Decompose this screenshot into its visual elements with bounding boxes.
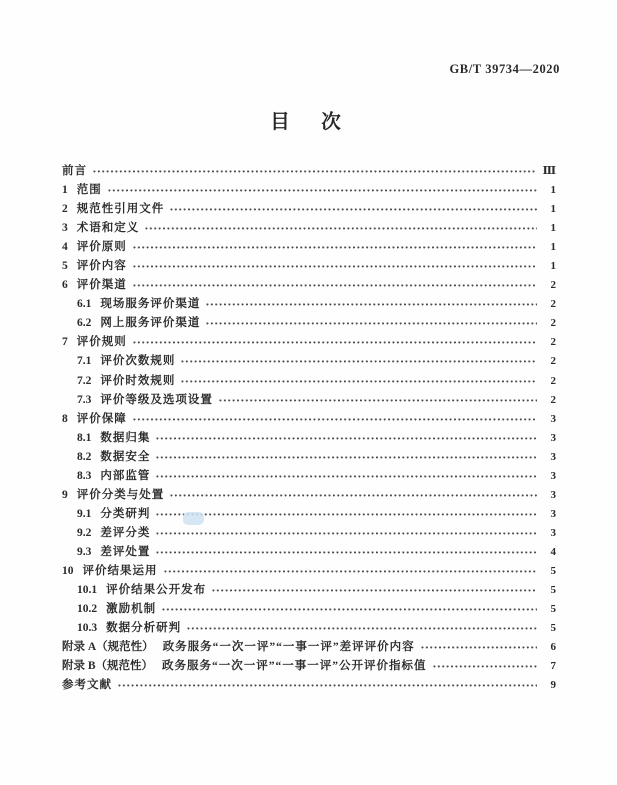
toc-entry <box>62 238 556 257</box>
scan-artifact-smudge <box>183 512 204 525</box>
toc-entry-label: 差评处置 <box>100 545 151 558</box>
toc-entry-page: 1 <box>550 203 556 216</box>
standard-code: GB/T 39734—2020 <box>449 62 560 76</box>
toc-entry <box>62 619 556 638</box>
toc-entry-page: 2 <box>550 355 556 368</box>
toc-entry-page: 1 <box>550 260 556 273</box>
toc-entry-label: 参考文献 <box>62 679 112 692</box>
toc-leader-dots-icon <box>156 532 537 535</box>
toc-entry-label: 评价渠道 <box>76 279 127 292</box>
toc-entry-number: 8.1 <box>77 431 92 444</box>
toc-entry-page: 2 <box>550 336 556 349</box>
toc-entry <box>62 676 556 695</box>
toc-leader-dots-icon <box>156 456 537 459</box>
toc-entry <box>62 486 556 505</box>
toc-leader-dots-icon <box>164 570 538 573</box>
toc-entry-number: 2 <box>62 203 68 216</box>
toc-entry <box>62 429 556 448</box>
toc-entry-label: 评价原则 <box>76 241 127 254</box>
toc-leader-dots-icon <box>219 399 537 402</box>
toc-leader-dots-icon <box>206 303 537 306</box>
toc-entry-number: 8.3 <box>77 469 92 482</box>
toc-entry <box>62 505 556 524</box>
toc-entry <box>62 352 556 371</box>
toc-entry-page: 3 <box>550 412 556 425</box>
toc-entry-page: 2 <box>550 374 556 387</box>
toc-entry <box>62 276 556 295</box>
toc-entry-number: 9.2 <box>77 526 92 539</box>
toc-entry-page: 2 <box>550 393 556 406</box>
toc-entry-page: 7 <box>550 660 556 673</box>
toc-entry-page: 2 <box>550 279 556 292</box>
toc-entry-number: 8.2 <box>77 450 92 463</box>
toc-entry-page: 2 <box>550 298 556 311</box>
toc-entry-number: 4 <box>62 241 68 254</box>
toc-entry-page: 1 <box>550 222 556 235</box>
toc-entry-label: 数据分析研判 <box>106 622 182 635</box>
toc-leader-dots-icon <box>133 418 537 421</box>
toc-leader-dots-icon <box>156 475 537 478</box>
toc-entry-label: 范围 <box>76 184 102 197</box>
toc-entry-label: 差评分类 <box>100 526 151 539</box>
toc-entry-label: 评价等级及选项设置 <box>100 393 213 406</box>
toc-entry-page: 1 <box>550 184 556 197</box>
toc-entry-label: 评价规则 <box>76 336 127 349</box>
toc-leader-dots-icon <box>156 513 537 516</box>
toc-entry-page: 5 <box>550 584 556 597</box>
toc-entry-label: 网上服务评价渠道 <box>100 317 201 330</box>
toc-entry-number: 6.1 <box>77 298 92 311</box>
toc-entry <box>62 372 556 391</box>
toc-leader-dots-icon <box>162 608 537 611</box>
toc-entry <box>62 295 556 314</box>
toc-entry <box>62 638 556 657</box>
toc-leader-dots-icon <box>421 646 537 649</box>
toc-entry-number: 8 <box>62 412 68 425</box>
toc-leader-dots-icon <box>433 665 537 668</box>
toc-entry-number: 7.2 <box>77 374 92 387</box>
toc-entry-label: 评价时效规则 <box>100 374 176 387</box>
toc-entry-number: 3 <box>62 222 68 235</box>
toc-leader-dots-icon <box>206 322 537 325</box>
toc-leader-dots-icon <box>212 589 537 592</box>
toc-entry-page: 6 <box>550 641 556 654</box>
toc-entry-label: 评价次数规则 <box>100 355 176 368</box>
toc-entry-label: 数据归集 <box>100 431 151 444</box>
toc-entry-number: 10.3 <box>77 622 98 635</box>
toc-entry-page: 1 <box>550 241 556 254</box>
toc-entry-label: 评价分类与处置 <box>76 488 165 501</box>
toc-leader-dots-icon <box>108 189 537 192</box>
toc-entry <box>62 524 556 543</box>
toc-entry <box>62 543 556 562</box>
toc-entry-label: 规范性引用文件 <box>76 203 165 216</box>
toc-entry-label: 内部监管 <box>100 469 151 482</box>
toc-entry-label: 政务服务“一次一评”“一事一评”差评评价内容 <box>162 641 415 654</box>
toc-entry-page: 3 <box>550 450 556 463</box>
toc-entry-number: 9.1 <box>77 507 92 520</box>
toc-entry-number: 5 <box>62 260 68 273</box>
toc-leader-dots-icon <box>133 265 537 268</box>
toc-entry-label: 现场服务评价渠道 <box>100 298 201 311</box>
toc-entry-number: 1 <box>62 184 68 197</box>
toc-entry-label: 评价结果公开发布 <box>106 584 207 597</box>
toc-entry-number: 附录 B（规范性） <box>62 660 154 673</box>
toc-entry <box>62 219 556 238</box>
toc-entry <box>62 581 556 600</box>
toc-leader-dots-icon <box>145 227 537 230</box>
toc-entry-page: Ⅲ <box>542 165 556 177</box>
toc-entry-number: 7.3 <box>77 393 92 406</box>
toc-leader-dots-icon <box>181 380 537 383</box>
toc-entry-page: 3 <box>550 507 556 520</box>
toc-entry <box>62 448 556 467</box>
toc-entry <box>62 314 556 333</box>
toc-entry <box>62 657 556 676</box>
toc-entry <box>62 467 556 486</box>
toc-entry-page: 5 <box>550 564 556 577</box>
toc-entry <box>62 333 556 352</box>
toc-entry-page: 3 <box>550 469 556 482</box>
toc-leader-dots-icon <box>170 208 537 211</box>
toc-entry-label: 前言 <box>62 165 87 177</box>
toc-entry-number: 9.3 <box>77 545 92 558</box>
toc-entry-label: 分类研判 <box>100 507 151 520</box>
toc-leader-dots-icon <box>133 341 537 344</box>
toc-entry-label: 数据安全 <box>100 450 151 463</box>
toc-entry <box>62 257 556 276</box>
toc-leader-dots-icon <box>170 494 537 497</box>
toc-entry-number: 6 <box>62 279 68 292</box>
toc-entry-label: 评价结果运用 <box>82 564 158 577</box>
toc-entry-number: 6.2 <box>77 317 92 330</box>
toc-entry-number: 10 <box>62 564 74 577</box>
toc-entry <box>62 600 556 619</box>
toc-entry-number: 7.1 <box>77 355 92 368</box>
toc-entry <box>62 562 556 581</box>
toc-leader-dots-icon <box>133 246 537 249</box>
toc-entry-page: 3 <box>550 431 556 444</box>
toc-entry-number: 7 <box>62 336 68 349</box>
toc-entry <box>62 410 556 429</box>
toc-list <box>62 162 556 695</box>
toc-title: 目 次 <box>270 112 347 133</box>
toc-entry-label: 术语和定义 <box>76 222 140 235</box>
toc-entry-number: 10.2 <box>77 603 98 616</box>
toc-entry-label: 激励机制 <box>106 603 157 616</box>
toc-leader-dots-icon <box>187 627 537 630</box>
toc-entry-label: 评价内容 <box>76 260 127 273</box>
toc-leader-dots-icon <box>156 437 537 440</box>
toc-entry-number: 10.1 <box>77 584 98 597</box>
toc-entry-page: 5 <box>550 603 556 616</box>
toc-entry <box>62 162 556 181</box>
toc-leader-dots-icon <box>156 551 537 554</box>
toc-entry-page: 9 <box>550 679 556 692</box>
toc-entry <box>62 391 556 410</box>
toc-entry <box>62 200 556 219</box>
toc-entry-page: 4 <box>550 545 556 558</box>
toc-entry-number: 9 <box>62 488 68 501</box>
toc-leader-dots-icon <box>133 284 537 287</box>
toc-entry <box>62 181 556 200</box>
toc-leader-dots-icon <box>181 360 537 363</box>
toc-entry-page: 5 <box>550 622 556 635</box>
toc-entry-label: 政务服务“一次一评”“一事一评”公开评价指标值 <box>162 660 427 673</box>
toc-entry-page: 3 <box>550 526 556 539</box>
toc-leader-dots-icon <box>93 170 537 173</box>
toc-entry-page: 2 <box>550 317 556 330</box>
toc-entry-page: 3 <box>550 488 556 501</box>
toc-entry-number: 附录 A（规范性） <box>62 641 154 654</box>
toc-leader-dots-icon <box>118 684 537 687</box>
toc-entry-label: 评价保障 <box>76 412 127 425</box>
